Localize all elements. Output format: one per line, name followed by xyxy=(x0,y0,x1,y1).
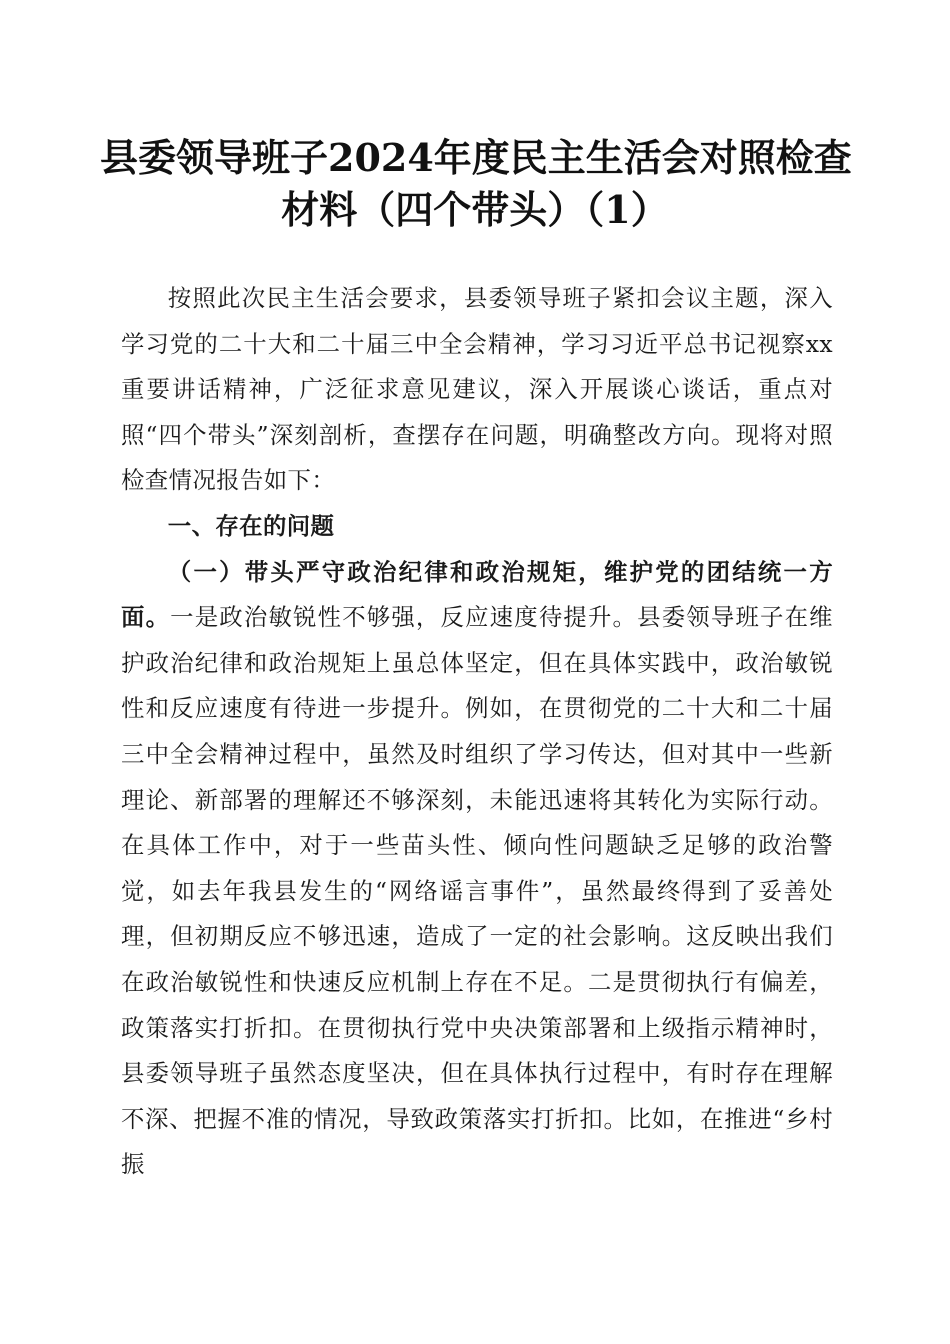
intro-paragraph: 按照此次民主生活会要求，县委领导班子紧扣会议主题，深入学习党的二十大和二十届三中全会精神，学习习近平总书记视察xx重要讲话精神，广泛征求意见建议，深入开展谈心谈话，重点对照“四个带头”深刻剖析，查摆存在问题，明确整改方向。现将对照检查情况报告如下： xyxy=(121,284,833,495)
title-line-2: 材料（四个带头）（1） xyxy=(281,187,669,232)
section-heading-problems: 一、存在的问题 xyxy=(167,511,335,540)
document-title xyxy=(100,132,850,236)
document-body xyxy=(121,276,833,1188)
subsection-paragraph xyxy=(121,550,833,1188)
subsection-lead: （一）带头严守政治纪律和政治规矩，维护党的团结统一方面。 xyxy=(121,557,833,632)
subsection-body: 一是政治敏锐性不够强，反应速度待提升。县委领导班子在维护政治纪律和政治规矩上虽总体坚定，但在具体实践中，政治敏锐性和反应速度有待进一步提升。例如，在贯彻党的二十大和二十届三中全会精神过程中，虽然及时组织了学习传达，但对其中一些新理论、新部署的理解还不够深刻，未能迅速将其转化为实际行动。在具体工作中，对于一些苗头性、倾向性问题缺乏足够的政治警觉，如去年我县发生的“网络谣言事件”，虽然最终得到了妥善处理，但初期反应不够迅速，造成了一定的社会影响。这反映出我们在政治敏锐性和快速反应机制上存在不足。二是贯彻执行有偏差，政策落实打折扣。在贯彻执行党中央决策部署和上级指示精神时，县委领导班子虽然态度坚决，但在具体执行过程中，有时存在理解不深、把握不准的情况，导致政策落实打折扣。比如，在推进“乡村振 xyxy=(121,603,833,1179)
title-line-1: 县委领导班子2024年度民主生活会对照检查 xyxy=(100,135,852,180)
